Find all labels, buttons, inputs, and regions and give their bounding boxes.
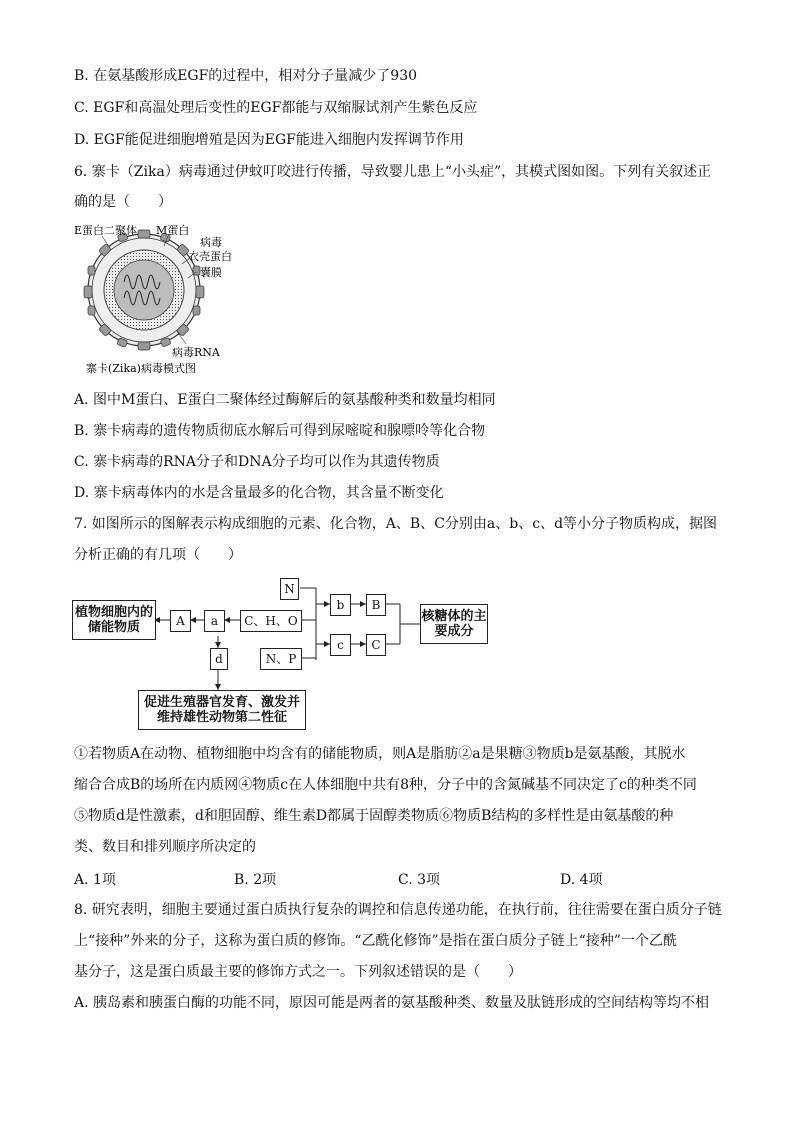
q6-stem-line1: 6. 寨卡（Zika）病毒通过伊蚊叮咬进行传播，导致婴儿患上“小头症”，其模式图如图。下列有关叙述正 — [74, 164, 712, 180]
box-cho: C、H、O — [240, 610, 302, 632]
box-N: N — [280, 578, 299, 600]
zika-virus-figure — [72, 222, 242, 378]
box-d: d — [210, 648, 228, 670]
q7-option-b: B. 2项 — [234, 872, 277, 888]
q7-statement-line3: ⑤物质d是性激素，d和胆固醇、维生素D都属于固醇类物质⑥物质B结构的多样性是由氨基酸的种 — [74, 808, 674, 824]
box-ribosome-component: 核糖体的主要成分 — [420, 604, 488, 644]
q8-stem-line3: 基分子，这是蛋白质最主要的修饰方式之一。下列叙述错误的是（ ） — [74, 964, 522, 980]
q5-option-d: D. EGF能促进细胞增殖是因为EGF能进入细胞内发挥调节作用 — [74, 132, 464, 148]
label-envelope: 囊膜 — [200, 266, 222, 279]
label-e-dimer: E蛋白二聚体 — [74, 224, 138, 237]
box-storage-substance: 植物细胞内的储能物质 — [72, 600, 156, 640]
q6-stem-line2: 确的是（ ） — [74, 194, 172, 210]
q7-stem-line1: 7. 如图所示的图解表示构成细胞的元素、化合物，A、B、C分别由a、b、c、d等小分子物质构成，据图 — [74, 516, 718, 532]
box-A: A — [170, 610, 191, 632]
label-capsid-line1: 病毒 — [200, 236, 222, 249]
q7-option-c: C. 3项 — [398, 872, 441, 888]
q6-option-a: A. 图中M蛋白、E蛋白二聚体经过酶解后的氨基酸种类和数量均相同 — [74, 392, 496, 408]
q7-statement-line1: ①若物质A在动物、植物细胞中均含有的储能物质，则A是脂肪②a是果糖③物质b是氨基酸，其脱水 — [74, 746, 686, 762]
box-c: c — [330, 634, 351, 656]
label-virus-rna: 病毒RNA — [172, 346, 220, 359]
q5-option-b: B. 在氨基酸形成EGF的过程中，相对分子量减少了930 — [74, 68, 418, 84]
q5-option-c: C. EGF和高温处理后变性的EGF都能与双缩脲试剂产生紫色反应 — [74, 100, 478, 116]
box-b: b — [330, 594, 351, 616]
q8-stem-line2: 上“接种”外来的分子，这称为蛋白质的修饰。“乙酰化修饰”是指在蛋白质分子链上“接种”一个乙酰 — [74, 933, 677, 949]
label-m-protein: M蛋白 — [156, 224, 190, 237]
q7-options — [74, 869, 734, 889]
label-capsid-line2: 衣壳蛋白 — [188, 250, 232, 263]
box-B: B — [366, 594, 386, 616]
q7-statement-line4: 类、数目和排列顺序所决定的 — [74, 839, 256, 855]
q6-option-b: B. 寨卡病毒的遗传物质彻底水解后可得到尿嘧啶和腺嘌呤等化合物 — [74, 423, 486, 439]
q6-option-c: C. 寨卡病毒的RNA分子和DNA分子均可以作为其遗传物质 — [74, 454, 440, 470]
box-a: a — [204, 610, 225, 632]
q6-option-d: D. 寨卡病毒体内的水是含量最多的化合物，其含量不断变化 — [74, 485, 444, 501]
q8-stem-line1: 8. 研究表明，细胞主要通过蛋白质执行复杂的调控和信息传递功能，在执行前，往往需要在蛋白质分子链 — [74, 902, 722, 918]
box-sex-hormone-function: 促进生殖器官发育、激发并维持雄性动物第二性征 — [138, 690, 306, 730]
box-C: C — [366, 634, 386, 656]
zika-virus-illustration — [72, 222, 242, 378]
q7-option-a: A. 1项 — [74, 872, 116, 888]
figure-caption: 寨卡(Zika)病毒模式图 — [86, 362, 196, 375]
q7-stem-line2: 分析正确的有几项（ ） — [74, 547, 242, 563]
q8-option-a: A. 胰岛素和胰蛋白酶的功能不同，原因可能是两者的氨基酸种类、数量及肽链形成的空间结构等均不相 — [74, 995, 710, 1011]
q7-statement-line2: 缩合合成B的场所在内质网④物质c在人体细胞中共有8种，分子中的含氮碱基不同决定了c的种类不同 — [74, 777, 697, 793]
box-NP: N、P — [260, 648, 302, 670]
q7-option-d: D. 4项 — [560, 872, 603, 888]
